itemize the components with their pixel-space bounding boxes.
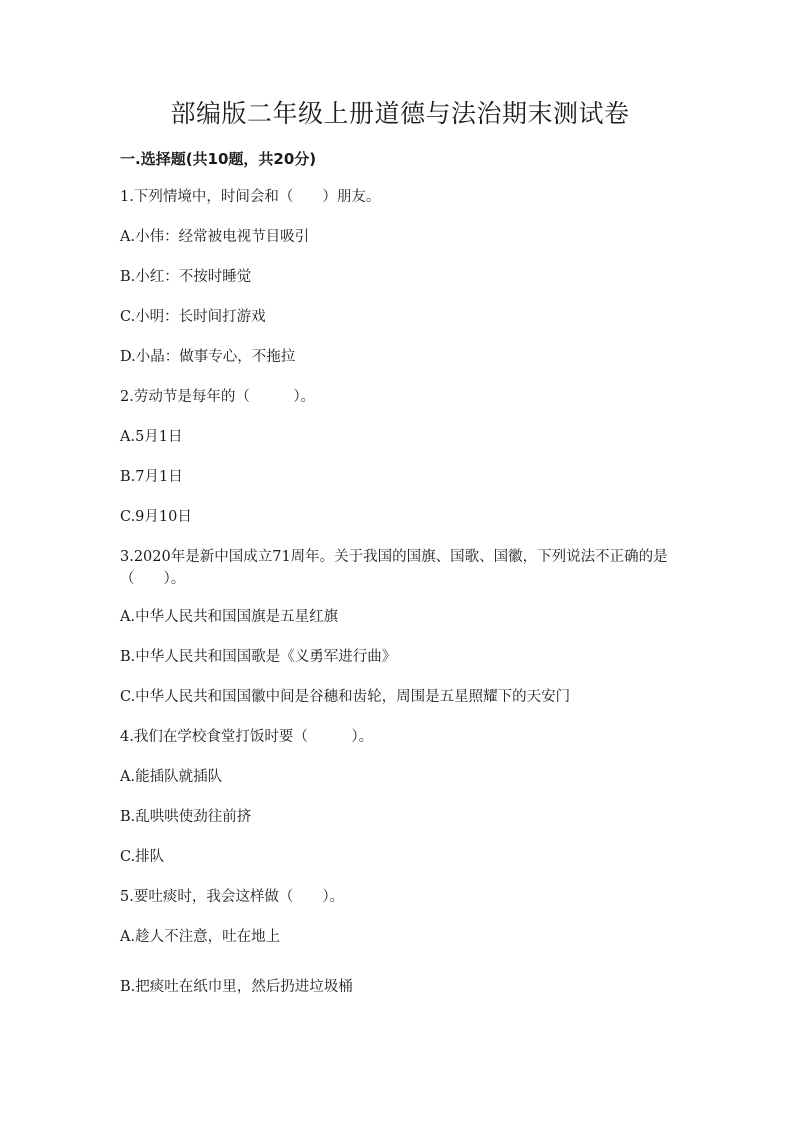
question-5-stem: 5.要吐痰时，我会这样做（ ）。 xyxy=(120,889,345,905)
question-1-option-b: B.小红：不按时睡觉 xyxy=(120,269,252,285)
question-5-option-b: B.把痰吐在纸巾里，然后扔进垃圾桶 xyxy=(120,979,353,995)
document-title: 部编版二年级上册道德与法治期末测试卷 xyxy=(170,99,630,128)
question-4-option-a: A.能插队就插队 xyxy=(120,769,223,785)
question-2-option-a: A.5月1日 xyxy=(120,429,183,445)
question-3-option-c: C.中华人民共和国国徽中间是谷穗和齿轮，周围是五星照耀下的天安门 xyxy=(120,689,571,705)
section-heading: 一.选择题(共10题，共20分) xyxy=(120,150,317,168)
question-1-option-d: D.小晶：做事专心，不拖拉 xyxy=(120,349,296,365)
question-2-stem: 2.劳动节是每年的（ ）。 xyxy=(120,389,316,405)
question-2-option-c: C.9月10日 xyxy=(120,509,192,525)
question-2-option-b: B.7月1日 xyxy=(120,469,183,485)
question-3-option-b: B.中华人民共和国国歌是《义勇军进行曲》 xyxy=(120,649,397,665)
question-5-option-a: A.趁人不注意，吐在地上 xyxy=(120,929,281,945)
question-3-option-a: A.中华人民共和国国旗是五星红旗 xyxy=(120,609,339,625)
question-1-stem: 1.下列情境中，时间会和（ ）朋友。 xyxy=(120,189,381,205)
question-1-option-a: A.小伟：经常被电视节目吸引 xyxy=(120,229,310,245)
question-4-option-c: C.排队 xyxy=(120,849,165,865)
question-1-option-c: C.小明：长时间打游戏 xyxy=(120,309,266,325)
question-4-option-b: B.乱哄哄使劲往前挤 xyxy=(120,809,252,825)
question-3-stem: 3.2020年是新中国成立71周年。关于我国的国旗、国歌、国徽，下列说法不正确的是（ ）。 xyxy=(120,549,668,587)
question-4-stem: 4.我们在学校食堂打饭时要（ ）。 xyxy=(120,729,374,745)
